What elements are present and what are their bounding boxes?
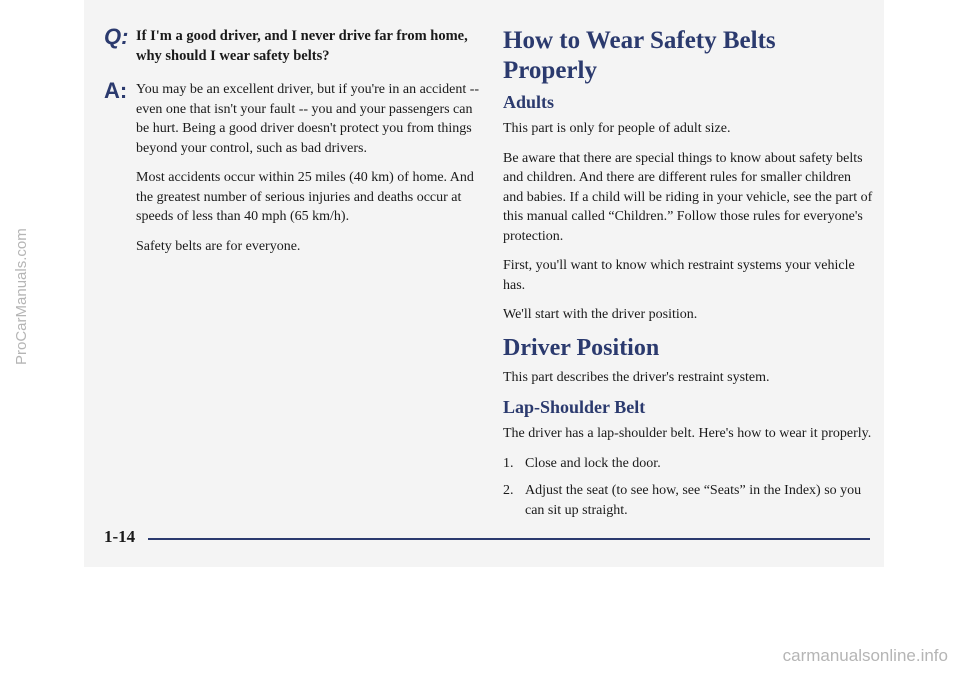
step-number: 1. xyxy=(503,455,514,471)
a-mark: A: xyxy=(104,78,128,103)
left-column xyxy=(104,26,484,266)
lap-shoulder-paragraph: The driver has a lap-shoulder belt. Here's how to wear it properly. xyxy=(503,426,872,441)
footer-rule xyxy=(148,538,870,540)
q-mark: Q: xyxy=(104,24,129,49)
lap-shoulder-heading: Lap-Shoulder Belt xyxy=(503,397,646,417)
driver-paragraph: This part describes the driver's restraint system. xyxy=(503,369,770,385)
bottom-watermark: carmanualsonline.info xyxy=(782,646,948,665)
side-watermark: ProCarManuals.com xyxy=(13,228,30,365)
answer-paragraph-3: Safety belts are for everyone. xyxy=(136,238,301,254)
adults-heading: Adults xyxy=(503,92,555,112)
adults-paragraph-2: Be aware that there are special things to know about safety belts and children. And there are different rules for smaller children and babies. If a child will be riding in your vehicle, see the part of this manual called “Children.” Follow those rules for everyone's protection. xyxy=(503,150,873,244)
driver-heading: Driver Position xyxy=(503,334,660,361)
answer-block xyxy=(104,80,484,256)
page-number: 1-14 xyxy=(104,527,136,546)
adults-paragraph-3: First, you'll want to know which restraint systems your vehicle has. xyxy=(503,258,855,293)
answer-paragraph-1: You may be an excellent driver, but if you're in an accident -- even one that isn't your fault -- you and your passengers can be hurt. Being a good driver doesn't protect you from things beyond your control, such as bad drivers. xyxy=(136,82,480,156)
right-column xyxy=(503,26,873,528)
list-item xyxy=(503,454,873,474)
answer-paragraph-2: Most accidents occur within 25 miles (40 km) of home. And the greatest number of serious injuries and deaths occur at speeds of less than 40 mph (65 km/h). xyxy=(136,170,474,224)
question-block xyxy=(104,26,484,66)
step-text: Close and lock the door. xyxy=(525,455,661,471)
question-text: If I'm a good driver, and I never drive far from home, why should I wear safety belts? xyxy=(136,28,468,64)
step-number: 2. xyxy=(503,483,514,498)
adults-paragraph-4: We'll start with the driver position. xyxy=(503,307,698,322)
steps-list xyxy=(503,454,873,521)
adults-paragraph-1: This part is only for people of adult size. xyxy=(503,121,731,136)
list-item xyxy=(503,481,873,520)
section-title: How to Wear Safety Belts Properly xyxy=(503,27,776,84)
step-text: Adjust the seat (to see how, see “Seats” in the Index) so you can sit up straight. xyxy=(525,483,862,518)
page-footer xyxy=(104,527,870,547)
